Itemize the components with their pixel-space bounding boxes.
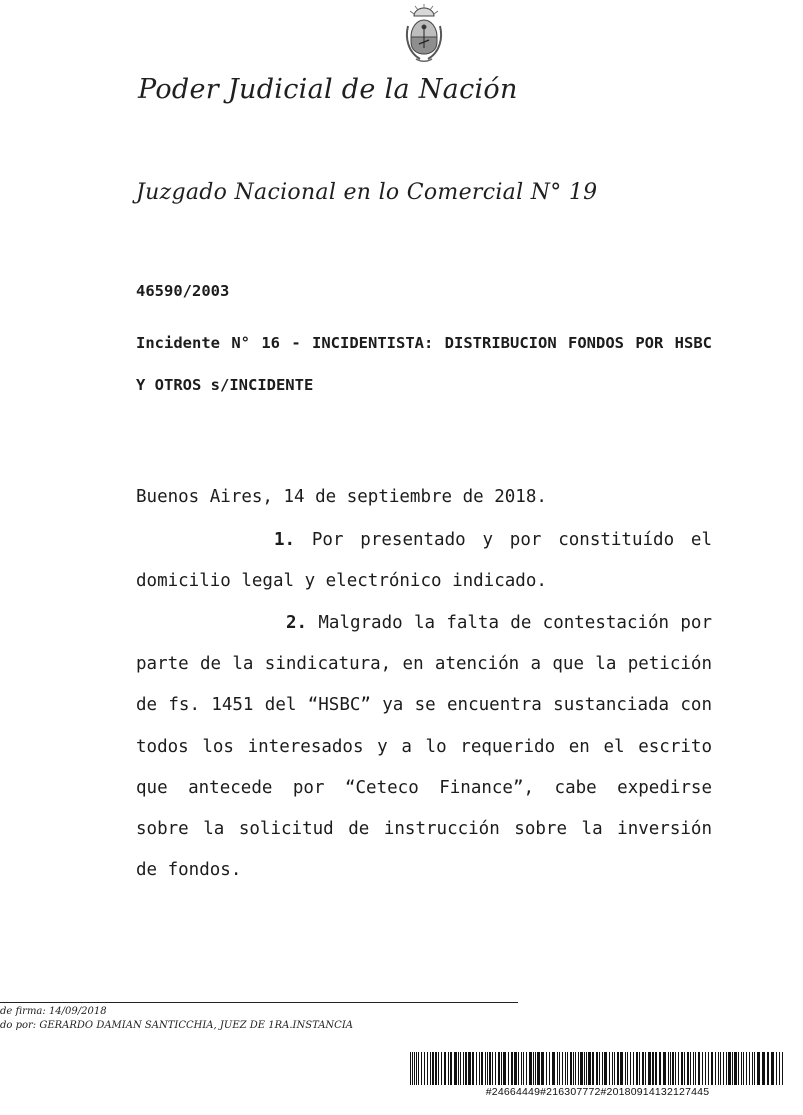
barcode-code: #24664449#216307772#20180914132127445 — [485, 1086, 710, 1098]
institution-title: Poder Judicial de la Nación — [138, 74, 518, 105]
argentina-coat-of-arms-icon — [402, 4, 446, 64]
court-name: Juzgado Nacional en lo Comercial N° 19 — [136, 180, 598, 205]
paragraph-number: 2. — [286, 613, 308, 633]
case-title: Incidente N° 16 - INCIDENTISTA: DISTRIBUCION FONDOS POR HSBC Y OTROS s/INCIDENTE — [136, 334, 712, 394]
paragraph-text: Por presentado y por constituído el domicilio legal y electrónico indicado. — [136, 530, 712, 592]
paragraph-text: Malgrado la falta de contestación por parte de la sindicatura, en atención a que la petición de fs. 1451 del “HSBC” ya se encuentra sustanciada con todos los interesados y a lo requerido en el escrito que antecede por “Ceteco Finance”, cabe expedirse sobre la solicitud de instrucción sobre la inversión de fondos. — [136, 613, 712, 881]
date-line: Buenos Aires, 14 de septiembre de 2018. — [136, 487, 547, 507]
case-number: 46590/2003 — [136, 282, 230, 300]
document-barcode — [410, 1052, 785, 1085]
signature-divider — [0, 1002, 518, 1003]
paragraph-2 — [136, 603, 712, 891]
signature-signer: do por: GERARDO DAMIAN SANTICCHIA, JUEZ DE 1RA.INSTANCIA — [0, 1020, 354, 1031]
paragraph-1 — [136, 520, 712, 602]
paragraph-number: 1. — [274, 530, 296, 550]
signature-date: de firma: 14/09/2018 — [0, 1006, 107, 1017]
